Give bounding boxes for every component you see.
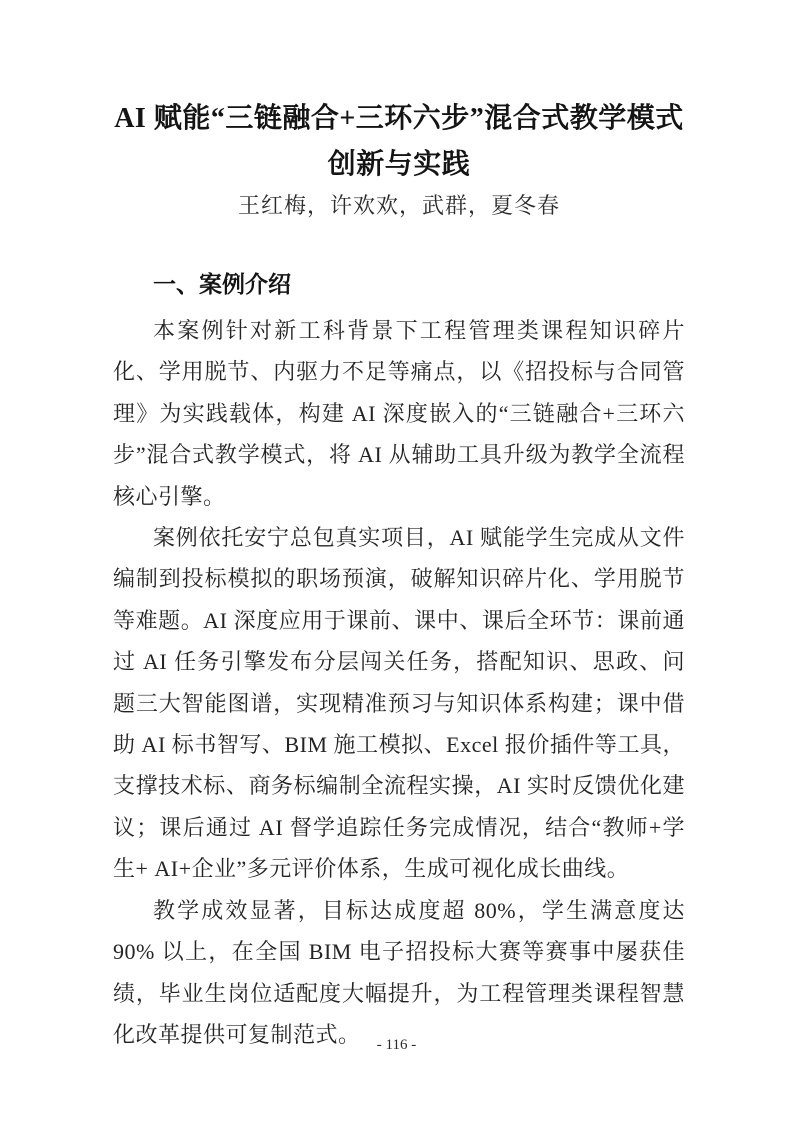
page-number: - 116 - [376,1037,417,1053]
paragraph-2: 案例依托安宁总包真实项目，AI 赋能学生完成从文件编制到投标模拟的职场预演，破解知识碎片化、学用脱节等难题。AI 深度应用于课前、课中、课后全环节：课前通过 AI 任务引擎发布分层闯关任务，搭配知识、思政、问题三大智能图谱，实现精准预习与知识体系构建；课中借助 AI 标书智写、BIM 施工模拟、Excel 报价插件等工具，支撑技术标、商务标编制全流程实操，AI 实时反馈优化建议；课后通过 AI 督学追踪任务完成情况，结合“教师+学生+ AI+企业”多元评价体系，生成可视化成长曲线。 [113,525,685,882]
authors-line: 王红梅，许欢欢，武群，夏冬春 [237,193,560,218]
paragraph-3: 教学成效显著，目标达成度超 80%，学生满意度达 90% 以上，在全国 BIM 电子招投标大赛等赛事中屡获佳绩，毕业生岗位适配度大幅提升，为工程管理类课程智慧化改革提供可复制范式。 [113,897,685,1047]
document-title [113,96,685,188]
page-content [113,0,685,1055]
paragraph-1: 本案例针对新工科背景下工程管理类课程知识碎片化、学用脱节、内驱力不足等痛点，以《招投标与合同管理》为实践载体，构建 AI 深度嵌入的“三链融合+三环六步”混合式教学模式，将 AI 从辅助工具升级为教学全流程核心引擎。 [113,318,685,509]
section-heading-case-introduction: 一、案例介绍 [153,272,291,297]
document-title-line-2: 创新与实践 [327,149,471,180]
document-title-line-1: AI 赋能“三链融合+三环六步”混合式教学模式 [114,103,684,134]
